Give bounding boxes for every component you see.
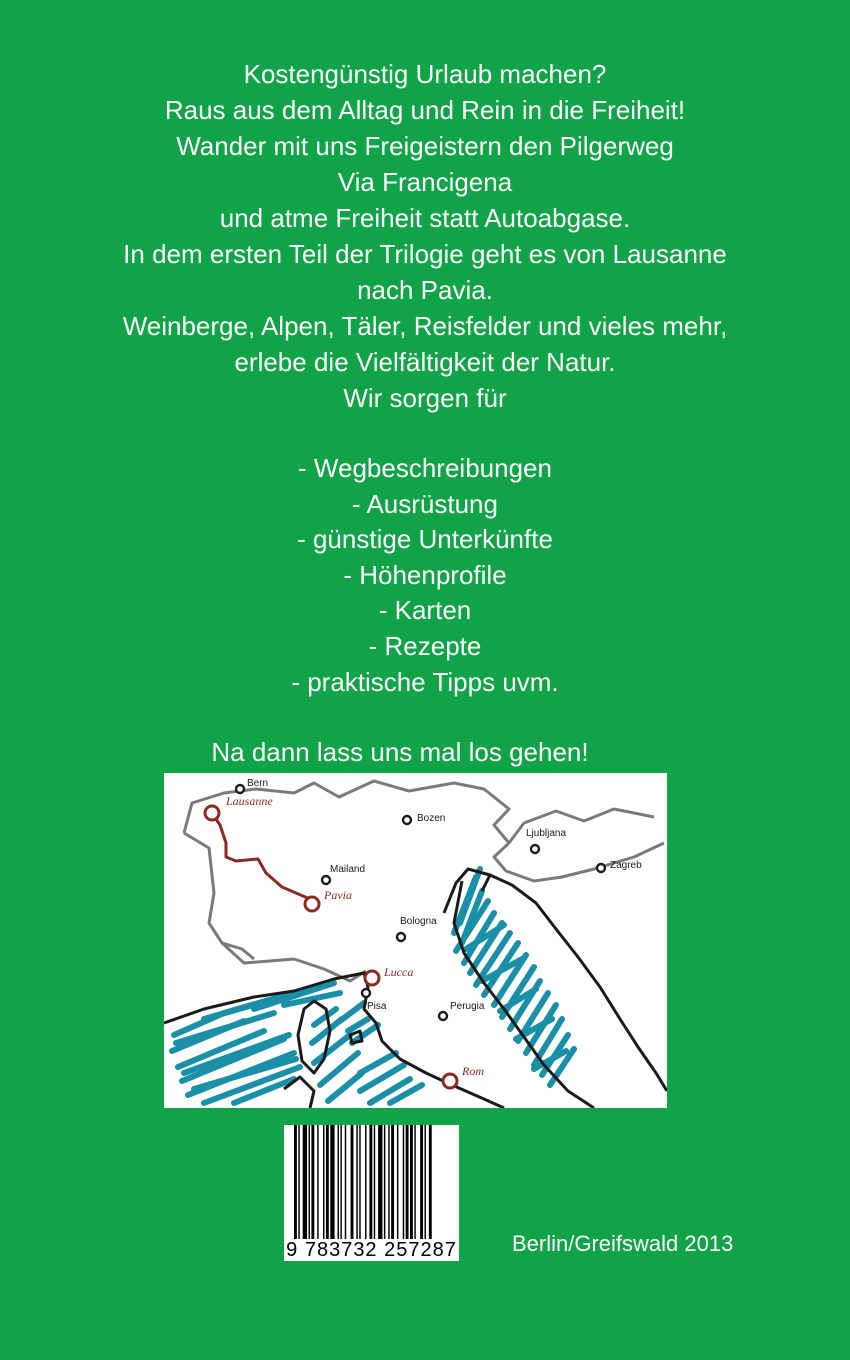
city-label: Bern [247, 778, 269, 789]
barcode-bar [330, 1125, 334, 1243]
barcode-bar [397, 1125, 398, 1243]
feature-item: - praktische Tipps uvm. [291, 666, 559, 697]
barcode-bar [406, 1125, 409, 1243]
city-label: Mailand [330, 864, 366, 875]
publication-place-year: Berlin/Greifswald 2013 [512, 1231, 734, 1256]
feature-item: - günstige Unterkünfte [297, 524, 553, 555]
blurb-line: nach Pavia. [357, 275, 493, 305]
blurb-line: erlebe die Vielfältigkeit der Natur. [234, 347, 616, 377]
barcode-bar [309, 1125, 310, 1243]
city-label: Zagreb [610, 860, 642, 871]
barcode-bar [311, 1125, 314, 1243]
barcode-bar [303, 1125, 307, 1243]
closing-line: Na dann lass uns mal los gehen! [211, 737, 589, 767]
blurb-line: Wander mit uns Freigeistern den Pilgerweg [176, 131, 674, 161]
feature-item: - Wegbeschreibungen [298, 453, 552, 483]
barcode-bar [345, 1125, 346, 1243]
barcode-bar [323, 1125, 324, 1243]
blurb-line: In dem ersten Teil der Trilogie geht es von Lausanne [123, 239, 727, 269]
blurb-text [0, 56, 850, 416]
city-label: Bologna [400, 916, 437, 927]
barcode-bar [420, 1125, 423, 1243]
feature-list [0, 451, 850, 700]
barcode-bar [403, 1125, 404, 1243]
blurb-line: und atme Freiheit statt Autoabgase. [219, 203, 631, 233]
barcode-bar [356, 1125, 357, 1243]
barcode-bar [378, 1125, 382, 1243]
feature-item: - Höhenprofile [343, 559, 507, 590]
route-line [212, 813, 310, 899]
national-borders [184, 781, 664, 981]
blurb-line: Kostengünstig Urlaub machen? [243, 59, 607, 89]
barcode-bar [384, 1125, 385, 1243]
stage-markers [205, 806, 457, 1088]
blurb-line: Raus aus dem Alltag und Rein in die Freiheit! [164, 95, 686, 125]
stage-label: Pavia [324, 888, 352, 902]
blurb-line: Via Francigena [337, 167, 513, 197]
feature-item: - Karten [378, 595, 472, 626]
stage-label: Lucca [384, 965, 414, 979]
barcode-bar [294, 1125, 297, 1243]
barcode-bar [326, 1125, 329, 1243]
route-map [164, 773, 667, 1108]
barcode-bar [359, 1125, 360, 1243]
isbn-barcode [284, 1125, 459, 1261]
feature-item: - Ausrüstung [352, 488, 498, 519]
city-label: Ljubljana [526, 828, 567, 839]
barcode-bar [338, 1125, 339, 1243]
barcode-bar [425, 1125, 426, 1243]
barcode-bar [351, 1125, 354, 1243]
barcode-bar [414, 1125, 415, 1243]
city-label: Bozen [417, 813, 446, 824]
barcode-bar [374, 1125, 375, 1243]
city-label: Pisa [367, 1001, 387, 1012]
stage-label: Lausanne [226, 794, 273, 808]
barcode-bar [369, 1125, 372, 1243]
stage-label: Rom [462, 1064, 484, 1078]
blurb-line: Wir sorgen für [343, 383, 507, 413]
barcode-bar [391, 1125, 394, 1243]
barcode-bar [429, 1125, 432, 1243]
barcode-bar [410, 1125, 413, 1243]
barcode-bar [298, 1125, 299, 1243]
city-label: Perugia [450, 1001, 485, 1012]
barcode-bar [340, 1125, 341, 1243]
isbn-number: 9 783732 257287 [284, 1239, 459, 1261]
barcode-bar [388, 1125, 389, 1243]
feature-item: - Rezepte [368, 630, 482, 661]
blurb-line: Weinberge, Alpen, Täler, Reisfelder und vieles mehr, [122, 311, 728, 341]
barcode-bar [365, 1125, 366, 1243]
barcode-bar [317, 1125, 318, 1243]
